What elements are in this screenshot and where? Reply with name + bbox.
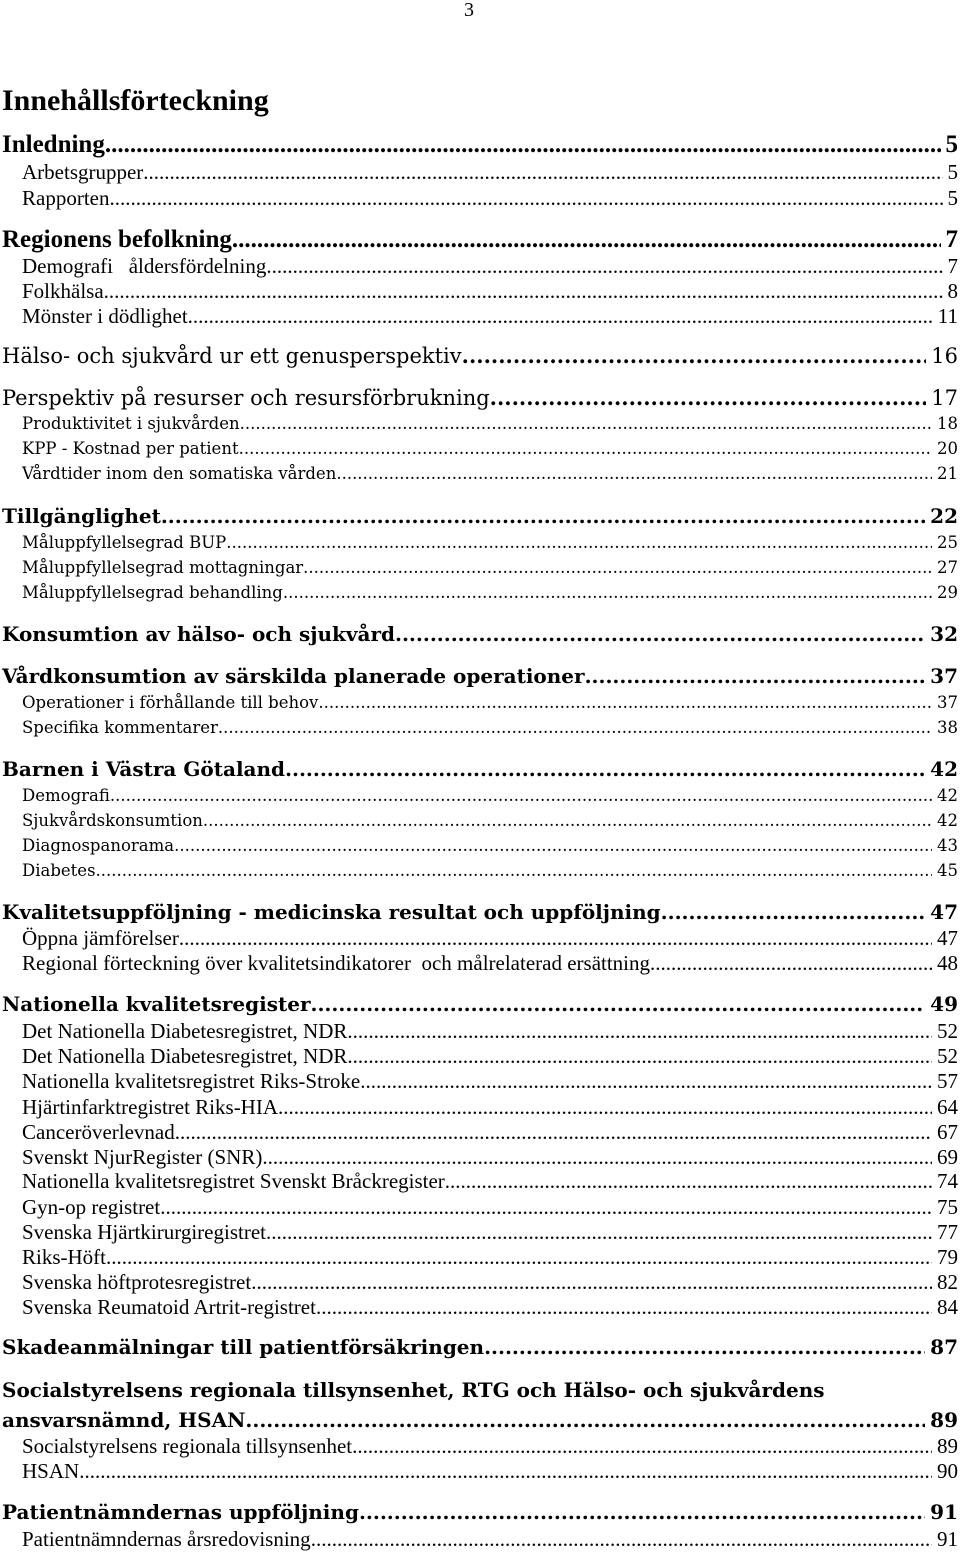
toc-entry-page: 49 bbox=[930, 992, 958, 1016]
toc-subentry bbox=[2, 1526, 958, 1552]
toc-subentry bbox=[2, 1119, 958, 1145]
toc-entry-title: Tillgänglighet bbox=[2, 504, 161, 528]
toc-subentry-title: Svenska Reumatoid Artrit-registret bbox=[22, 1295, 316, 1319]
toc-leader bbox=[232, 225, 941, 255]
toc-subentry-page: 20 bbox=[937, 439, 958, 458]
toc-leader bbox=[353, 1018, 932, 1044]
toc-leader bbox=[175, 1119, 932, 1145]
toc-leader bbox=[96, 858, 932, 884]
toc-leader bbox=[245, 1405, 925, 1435]
toc-leader bbox=[105, 130, 941, 160]
toc-entry bbox=[2, 754, 958, 784]
toc-subentry bbox=[2, 253, 958, 279]
toc-subentry-title: Nationella kvalitetsregistret Svenskt Bråckregister bbox=[22, 1169, 445, 1193]
toc-subentry-page: 79 bbox=[937, 1245, 958, 1269]
toc-subentry-page: 89 bbox=[937, 1434, 958, 1458]
toc-subentry bbox=[2, 1043, 958, 1069]
toc-subentry-title: Vårdtider inom den somatiska vården bbox=[22, 464, 337, 483]
toc-leader bbox=[161, 501, 925, 531]
toc-subentry bbox=[2, 530, 958, 556]
toc-leader bbox=[203, 808, 932, 834]
toc-entry-page: 5 bbox=[945, 131, 958, 158]
toc-subentry bbox=[2, 1168, 958, 1194]
toc-subentry-title: Det Nationella Diabetesregistret, NDR. bbox=[22, 1044, 353, 1068]
toc-leader bbox=[240, 411, 932, 437]
page-number: 3 bbox=[464, 0, 474, 21]
toc-subentry bbox=[2, 1144, 958, 1170]
toc-subentry-title: HSAN bbox=[22, 1459, 80, 1483]
toc-entry-title: ansvarsnämnd, HSAN bbox=[2, 1408, 246, 1432]
toc-subentry-page: 37 bbox=[937, 693, 958, 712]
toc-subentry-page: 18 bbox=[937, 414, 958, 433]
toc-entry-title: Kvalitetsuppföljning - medicinska resultat och uppföljning bbox=[2, 900, 661, 924]
toc-entry-title: Hälso- och sjukvård ur ett genusperspektiv bbox=[2, 344, 462, 368]
toc-subentry bbox=[2, 278, 958, 304]
toc-subentry-page: 91 bbox=[937, 1527, 958, 1551]
toc-subentry-page: 8 bbox=[947, 279, 958, 303]
toc-leader bbox=[318, 690, 932, 716]
toc-subentry bbox=[2, 833, 958, 859]
toc-subentry-title: Måluppfyllelsegrad mottagningar bbox=[22, 558, 304, 577]
toc-subentry bbox=[2, 1244, 958, 1270]
toc-subentry-title: Måluppfyllelsegrad BUP bbox=[22, 533, 227, 552]
toc-subentry-title: Regional förteckning över kvalitetsindikatorer och målrelaterad ersättning bbox=[22, 951, 651, 975]
toc-leader bbox=[174, 833, 932, 859]
toc-subentry-page: 52 bbox=[937, 1019, 958, 1043]
toc-leader bbox=[484, 1332, 925, 1362]
toc-leader bbox=[352, 1433, 932, 1459]
toc-subentry bbox=[2, 1433, 958, 1459]
toc-subentry bbox=[2, 690, 958, 716]
toc-subentry-title: Socialstyrelsens regionala tillsynsenhet bbox=[22, 1434, 353, 1458]
toc-subentry bbox=[2, 461, 958, 487]
toc-leader bbox=[188, 303, 933, 329]
toc-entry-page: 16 bbox=[931, 344, 958, 368]
toc-entry-page: 17 bbox=[931, 386, 958, 410]
toc-subentry-title: Sjukvårdskonsumtion bbox=[22, 811, 203, 830]
toc-subentry-page: 69 bbox=[937, 1145, 958, 1169]
toc-leader bbox=[79, 1458, 932, 1484]
toc-subentry-title: Demografi bbox=[22, 786, 110, 805]
toc-leader bbox=[262, 1144, 932, 1170]
toc-entry-page: 91 bbox=[930, 1500, 958, 1524]
toc-subentry-title: Svenskt NjurRegister (SNR) bbox=[22, 1145, 263, 1169]
toc-subentry-title: Mönster i dödlighet bbox=[22, 304, 188, 328]
toc-entry bbox=[2, 501, 958, 531]
toc-subentry-page: 25 bbox=[937, 533, 958, 552]
toc-subentry-title: KPP - Kostnad per patient bbox=[22, 439, 239, 458]
toc-entry-title: Konsumtion av hälso- och sjukvård bbox=[2, 622, 395, 646]
toc-leader bbox=[490, 383, 927, 413]
toc-subentry-title: Diabetes bbox=[22, 861, 96, 880]
toc-leader bbox=[160, 1194, 932, 1220]
toc-subentry-title: Riks-Höft bbox=[22, 1245, 106, 1269]
toc-subentry-page: 27 bbox=[937, 558, 958, 577]
toc-leader bbox=[266, 253, 942, 279]
toc-subentry-page: 21 bbox=[937, 464, 958, 483]
toc-subentry bbox=[2, 925, 958, 951]
toc-leader bbox=[109, 185, 942, 211]
toc-entry-page: 89 bbox=[930, 1408, 958, 1432]
toc-subentry-title: Nationella kvalitetsregistret Riks-Stroke bbox=[22, 1069, 361, 1093]
toc-subentry-page: 90 bbox=[937, 1459, 958, 1483]
toc-subentry bbox=[2, 159, 958, 185]
toc-leader bbox=[316, 1294, 932, 1320]
toc-leader bbox=[359, 1497, 925, 1527]
toc-subentry-page: 38 bbox=[937, 718, 958, 737]
toc-subentry-title: Hjärtinfarktregistret Riks-HIA bbox=[22, 1095, 279, 1119]
toc-entry-title-line bbox=[2, 1375, 958, 1405]
toc-leader bbox=[336, 461, 932, 487]
toc-entry-page: 7 bbox=[945, 226, 958, 253]
toc-entry-page: 32 bbox=[930, 622, 958, 646]
toc-entry-title: Inledning bbox=[2, 131, 105, 158]
toc-subentry bbox=[2, 1194, 958, 1220]
toc-leader bbox=[110, 783, 932, 809]
toc-subentry-title: Operationer i förhållande till behov bbox=[22, 693, 319, 712]
toc-subentry bbox=[2, 950, 958, 976]
toc-leader bbox=[104, 278, 943, 304]
toc-entry-title-line bbox=[2, 1405, 958, 1435]
toc-subentry bbox=[2, 555, 958, 581]
toc-subentry-page: 57 bbox=[937, 1069, 958, 1093]
toc-leader bbox=[311, 1526, 932, 1552]
toc-heading: Innehållsförteckning bbox=[2, 84, 269, 117]
toc-subentry-title: Demografi åldersfördelning bbox=[22, 254, 267, 278]
toc-subentry-page: 11 bbox=[937, 304, 958, 328]
toc-subentry-title: Måluppfyllelsegrad behandling bbox=[22, 583, 283, 602]
toc-subentry bbox=[2, 411, 958, 437]
toc-entry-title: Vårdkonsumtion av särskilda planerade operationer bbox=[2, 664, 585, 688]
toc-subentry-page: 42 bbox=[937, 811, 958, 830]
toc-subentry-page: 67 bbox=[937, 1120, 958, 1144]
toc-entry-page: 42 bbox=[930, 757, 958, 781]
toc-leader bbox=[226, 530, 932, 556]
toc-subentry-page: 74 bbox=[937, 1169, 958, 1193]
toc-entry bbox=[2, 341, 958, 371]
toc-leader bbox=[278, 1094, 932, 1120]
toc-subentry-title: Arbetsgrupper bbox=[22, 160, 144, 184]
toc-subentry bbox=[2, 580, 958, 606]
toc-subentry-page: 29 bbox=[937, 583, 958, 602]
toc-subentry-title: Specifika kommentarer bbox=[22, 718, 218, 737]
toc-leader bbox=[395, 619, 925, 649]
toc-subentry-page: 48 bbox=[937, 951, 958, 975]
toc-subentry-page: 5 bbox=[947, 160, 958, 184]
toc-subentry-page: 52 bbox=[937, 1044, 958, 1068]
toc-leader bbox=[106, 1244, 932, 1270]
toc-leader bbox=[179, 925, 932, 951]
toc-entry-title: Regionens befolkning bbox=[2, 226, 232, 253]
toc-subentry bbox=[2, 1094, 958, 1120]
toc-subentry bbox=[2, 303, 958, 329]
toc-leader bbox=[585, 661, 926, 691]
toc-entry bbox=[2, 619, 958, 649]
toc-leader bbox=[311, 989, 926, 1019]
toc-entry bbox=[2, 897, 958, 927]
toc-subentry bbox=[2, 1219, 958, 1245]
toc-subentry-page: 42 bbox=[937, 786, 958, 805]
toc-leader bbox=[285, 754, 925, 784]
toc-subentry bbox=[2, 808, 958, 834]
toc-subentry-title: Rapporten bbox=[22, 186, 110, 210]
toc-leader bbox=[218, 715, 932, 741]
toc-subentry-page: 75 bbox=[937, 1195, 958, 1219]
toc-subentry-title: Gyn-op registret bbox=[22, 1195, 161, 1219]
toc-entry-page: 37 bbox=[930, 664, 958, 688]
toc-subentry bbox=[2, 1294, 958, 1320]
toc-subentry bbox=[2, 715, 958, 741]
toc-leader bbox=[143, 159, 942, 185]
toc-subentry-page: 47 bbox=[937, 926, 958, 950]
toc-entry-title: Socialstyrelsens regionala tillsynsenhet, RTG och Hälso- och sjukvårdens bbox=[2, 1378, 825, 1402]
toc-subentry-title: Produktivitet i sjukvården bbox=[22, 414, 240, 433]
toc-entry bbox=[2, 661, 958, 691]
toc-subentry bbox=[2, 1068, 958, 1094]
toc-subentry bbox=[2, 783, 958, 809]
toc-entry-title: Nationella kvalitetsregister bbox=[2, 992, 311, 1016]
toc-leader bbox=[650, 950, 932, 976]
toc-subentry-title: Svenska Hjärtkirurgiregistret bbox=[22, 1220, 266, 1244]
toc-subentry bbox=[2, 1018, 958, 1044]
toc-subentry-title: Öppna jämförelser bbox=[22, 926, 179, 950]
toc-entry bbox=[2, 1332, 958, 1362]
toc-entry-page: 22 bbox=[930, 504, 958, 528]
toc-subentry-page: 5 bbox=[947, 186, 958, 210]
toc-entry bbox=[2, 383, 958, 413]
toc-entry bbox=[2, 989, 958, 1019]
toc-subentry-title: Svenska höftprotesregistret bbox=[22, 1270, 252, 1294]
toc-subentry-page: 64 bbox=[937, 1095, 958, 1119]
toc-leader bbox=[266, 1219, 932, 1245]
toc-subentry bbox=[2, 185, 958, 211]
toc-entry-title: Perspektiv på resurser och resursförbrukning bbox=[2, 386, 490, 410]
toc-entry bbox=[2, 225, 958, 255]
toc-leader bbox=[239, 436, 932, 462]
toc-entry-title: Patientnämndernas uppföljning bbox=[2, 1500, 359, 1524]
toc-leader bbox=[251, 1269, 932, 1295]
toc-entry bbox=[2, 1497, 958, 1527]
toc-subentry-page: 77 bbox=[937, 1220, 958, 1244]
toc-entry bbox=[2, 130, 958, 160]
toc-leader bbox=[462, 341, 927, 371]
toc-subentry-page: 82 bbox=[937, 1270, 958, 1294]
toc-subentry-page: 84 bbox=[937, 1295, 958, 1319]
toc-subentry-page: 43 bbox=[937, 836, 958, 855]
toc-leader bbox=[445, 1168, 932, 1194]
toc-entry-title: Skadeanmälningar till patientförsäkringen bbox=[2, 1335, 485, 1359]
toc-subentry-title: Canceröverlevnad bbox=[22, 1120, 175, 1144]
toc-entry-page: 47 bbox=[930, 900, 958, 924]
toc-subentry-page: 45 bbox=[937, 861, 958, 880]
toc-leader bbox=[360, 1068, 932, 1094]
toc-leader bbox=[303, 555, 932, 581]
toc-subentry bbox=[2, 858, 958, 884]
toc-subentry-title: Patientnämndernas årsredovisning bbox=[22, 1527, 311, 1551]
toc-subentry bbox=[2, 1269, 958, 1295]
toc-subentry-title: Det Nationella Diabetesregistret, NDR. bbox=[22, 1019, 353, 1043]
toc-subentry-title: Folkhälsa bbox=[22, 279, 104, 303]
toc-entry-page: 87 bbox=[930, 1335, 958, 1359]
toc-leader bbox=[353, 1043, 932, 1069]
toc-leader bbox=[283, 580, 932, 606]
toc-subentry-page: 7 bbox=[947, 254, 958, 278]
toc-subentry bbox=[2, 436, 958, 462]
toc-leader bbox=[661, 897, 926, 927]
toc-subentry-title: Diagnospanorama bbox=[22, 836, 175, 855]
toc-subentry bbox=[2, 1458, 958, 1484]
toc-entry-title: Barnen i Västra Götaland bbox=[2, 757, 286, 781]
